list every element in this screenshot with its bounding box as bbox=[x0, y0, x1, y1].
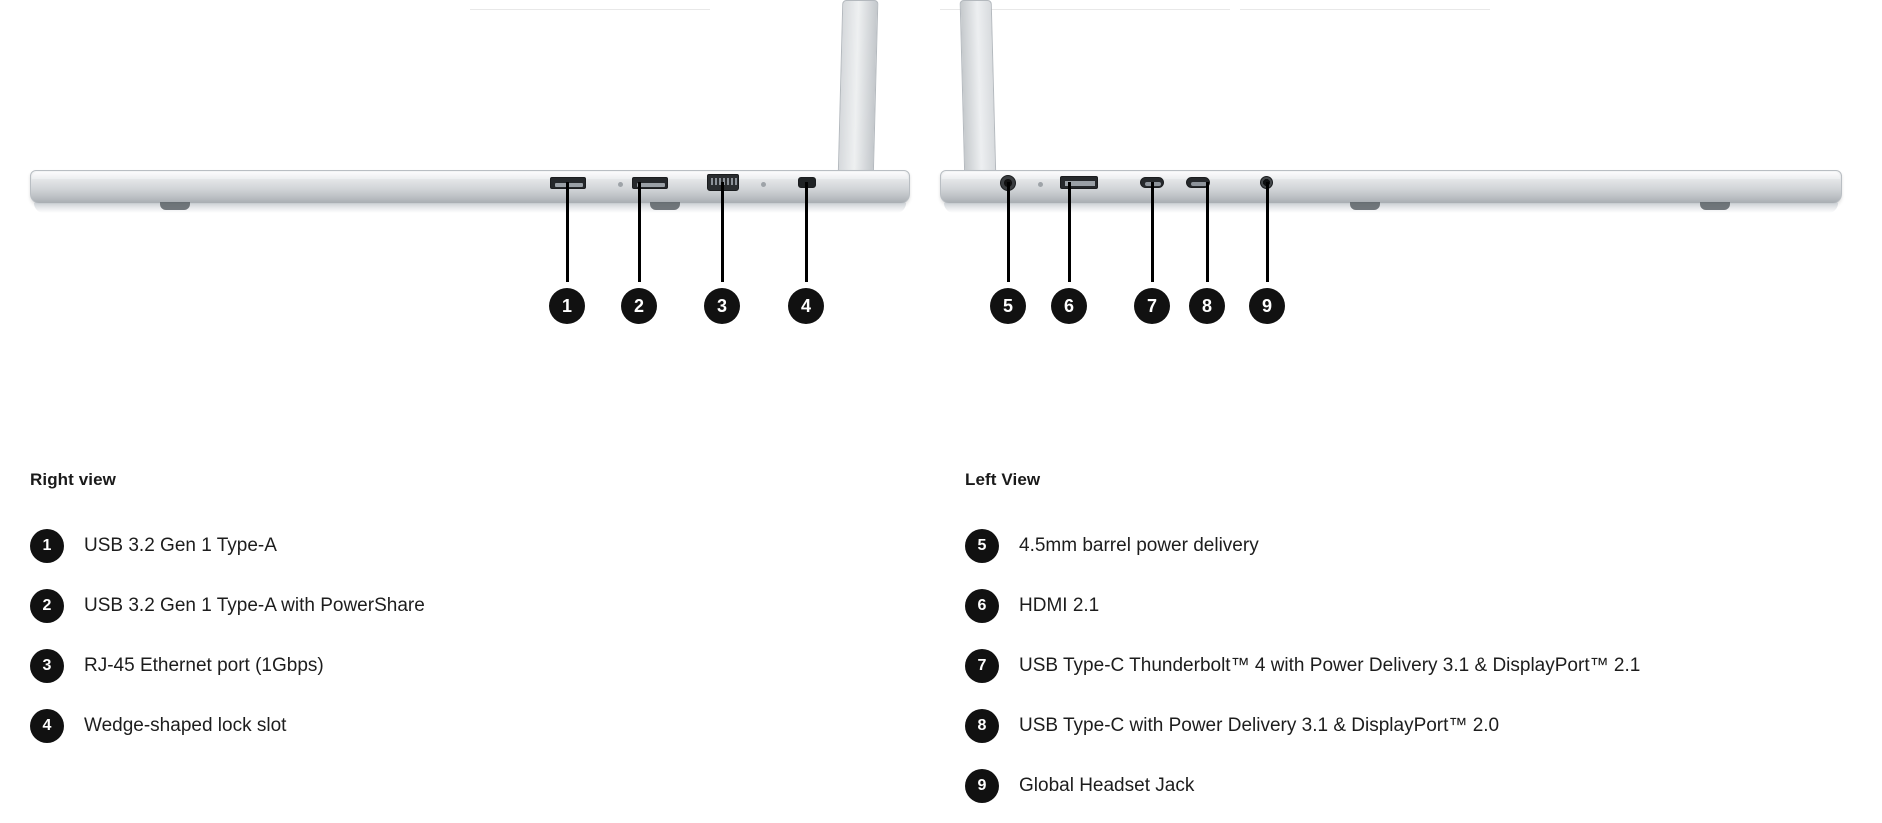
legend-badge-1: 1 bbox=[30, 529, 64, 563]
leader-line-9 bbox=[1266, 182, 1269, 282]
callout-8: 8 bbox=[1189, 288, 1225, 324]
status-led-icon bbox=[618, 182, 623, 187]
left-view-legend-list bbox=[965, 516, 1865, 816]
list-item bbox=[30, 636, 930, 696]
list-item bbox=[965, 576, 1865, 636]
list-item bbox=[30, 696, 930, 756]
leader-line-5 bbox=[1007, 182, 1010, 282]
laptop-base-top-right bbox=[32, 172, 908, 179]
leader-line-1 bbox=[566, 182, 569, 282]
left-view-legend bbox=[965, 470, 1865, 816]
leader-line-6 bbox=[1068, 182, 1071, 282]
list-item bbox=[30, 576, 930, 636]
legend-label-4: Wedge-shaped lock slot bbox=[84, 714, 287, 736]
list-item bbox=[965, 516, 1865, 576]
right-view-heading: Right view bbox=[30, 470, 117, 489]
hdmi-port-icon bbox=[1060, 176, 1098, 189]
leader-line-8 bbox=[1206, 182, 1209, 282]
right-view-legend bbox=[30, 470, 930, 756]
legend-label-5: 4.5mm barrel power delivery bbox=[1019, 534, 1259, 556]
laptop-body-left-view bbox=[940, 160, 1842, 215]
legend-label-7: USB Type-C Thunderbolt™ 4 with Power Delivery 3.1 & DisplayPort™ 2.1 bbox=[1019, 654, 1641, 676]
callout-6: 6 bbox=[1051, 288, 1087, 324]
list-item bbox=[965, 756, 1865, 816]
legend-label-3: RJ-45 Ethernet port (1Gbps) bbox=[84, 654, 324, 676]
leader-line-7 bbox=[1151, 182, 1154, 282]
leader-line-3 bbox=[721, 182, 724, 282]
top-edge-strip-right bbox=[470, 0, 710, 10]
list-item bbox=[30, 516, 930, 576]
legend-label-8: USB Type-C with Power Delivery 3.1 & DisplayPort™ 2.0 bbox=[1019, 714, 1500, 736]
right-view-illustration bbox=[0, 0, 940, 360]
leader-line-4 bbox=[805, 182, 808, 282]
legend-badge-2: 2 bbox=[30, 589, 64, 623]
top-edge-strip-left-b bbox=[1240, 0, 1490, 10]
callout-9: 9 bbox=[1249, 288, 1285, 324]
legend-badge-9: 9 bbox=[965, 769, 999, 803]
leader-line-2 bbox=[638, 182, 641, 282]
list-item bbox=[965, 636, 1865, 696]
legend-badge-6: 6 bbox=[965, 589, 999, 623]
charge-led-icon bbox=[1038, 182, 1043, 187]
laptop-foot-far-right bbox=[1700, 202, 1730, 210]
legend-badge-4: 4 bbox=[30, 709, 64, 743]
right-view-legend-list bbox=[30, 516, 930, 756]
legend-label-6: HDMI 2.1 bbox=[1019, 594, 1100, 616]
callout-7: 7 bbox=[1134, 288, 1170, 324]
legend-badge-8: 8 bbox=[965, 709, 999, 743]
legend-badge-7: 7 bbox=[965, 649, 999, 683]
legend-badge-5: 5 bbox=[965, 529, 999, 563]
callout-5: 5 bbox=[990, 288, 1026, 324]
legend-label-1: USB 3.2 Gen 1 Type-A bbox=[84, 534, 277, 556]
left-view-illustration bbox=[940, 0, 1882, 360]
callout-3: 3 bbox=[704, 288, 740, 324]
laptop-body-right-view bbox=[30, 160, 910, 215]
legend-label-9: Global Headset Jack bbox=[1019, 774, 1195, 796]
secondary-led-icon bbox=[761, 182, 766, 187]
callout-2: 2 bbox=[621, 288, 657, 324]
laptop-foot-left bbox=[160, 202, 190, 210]
callout-1: 1 bbox=[549, 288, 585, 324]
laptop-foot-center bbox=[1350, 202, 1380, 210]
callout-4: 4 bbox=[788, 288, 824, 324]
laptop-lid-left-view bbox=[960, 0, 997, 180]
list-item bbox=[965, 696, 1865, 756]
legend-label-2: USB 3.2 Gen 1 Type-A with PowerShare bbox=[84, 594, 425, 616]
left-view-heading: Left View bbox=[965, 470, 1041, 489]
laptop-lid-right-view bbox=[838, 0, 879, 180]
legend-badge-3: 3 bbox=[30, 649, 64, 683]
laptop-foot-right bbox=[650, 202, 680, 210]
